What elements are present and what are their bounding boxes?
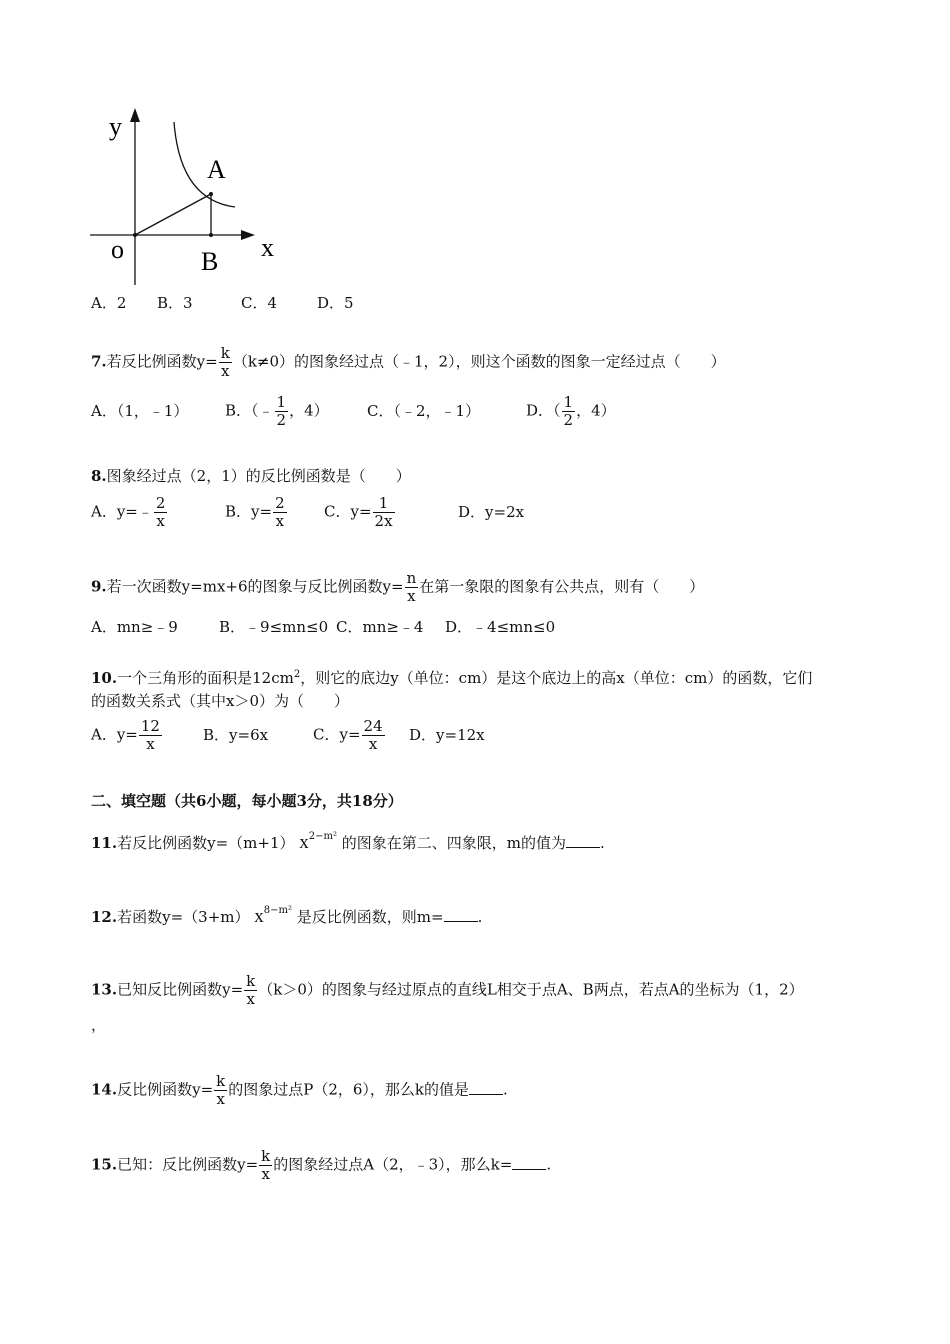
q10-stem-line1 — [91, 664, 812, 689]
q13-stem-line2: ， — [91, 1016, 107, 1034]
label-b: B — [201, 247, 219, 276]
q15-text-pre: 已知：反比例函数y= — [117, 1155, 259, 1174]
q11-base: x — [299, 832, 309, 853]
q6-option-a[interactable]: A．2 — [91, 294, 127, 312]
q7-option-b[interactable]: B．（﹣ $\frac{1}{2}$ ，4） — [225, 393, 329, 429]
q15-stem: 15.已知：反比例函数y= $\frac{k}{x}$ 的图象经过点A（2，﹣3），那么k= . — [91, 1147, 552, 1183]
point-a — [209, 192, 213, 196]
q7-option-c[interactable]: C．（﹣2，﹣1） — [367, 401, 481, 420]
q11-answer-blank[interactable] — [566, 833, 600, 848]
q6-option-d[interactable]: D．5 — [317, 294, 354, 312]
q10-option-c[interactable]: C．y= $\frac{24}{x}$ — [313, 717, 383, 753]
q13-number: 13. — [91, 980, 118, 999]
q12-text-pre: 若函数y=（3+m） — [117, 908, 250, 926]
point-o — [133, 233, 137, 237]
q10-option-b[interactable]: B．y=6x — [203, 725, 269, 744]
label-y: y — [109, 112, 122, 141]
q11-text-pre: 若反比例函数y=（m+1） — [117, 834, 295, 852]
q15-number: 15. — [91, 1155, 118, 1174]
q9-text-pre: 若一次函数y=mx+6的图象与反比例函数y= — [106, 577, 404, 596]
q10-options — [91, 718, 485, 753]
q11-exponent: 2−m² — [308, 831, 338, 842]
q15-fraction: $\frac{k}{x}$ — [261, 1147, 271, 1183]
q13-text-post: （k＞0）的图象与经过原点的直线L相交于点A、B两点，若点A的坐标为（1，2） — [258, 980, 804, 999]
q7-text-post: （k≠0）的图象经过点（﹣1，2），则这个函数的图象一定经过点（ ） — [232, 352, 726, 371]
q7-number: 7. — [91, 352, 107, 371]
q6-option-b[interactable]: B．3 — [157, 294, 193, 312]
q10-stem-line2 — [91, 690, 349, 712]
q10-text1-sup: 2 — [293, 669, 301, 680]
q9-option-b[interactable]: B．﹣9≤mn≤0 — [219, 618, 329, 636]
q9-stem — [91, 570, 704, 605]
q14-text-post: 的图象过点P（2，6），那么k的值是 — [228, 1080, 470, 1099]
q9-fraction: $\frac{n}{x}$ — [406, 569, 417, 605]
q11-number: 11. — [91, 834, 118, 852]
q12-stem: 12.若函数y=（3+m） $x^{8-m^2}$ 是反比例函数，则m= . — [91, 905, 483, 927]
label-a: A — [207, 155, 226, 184]
q7-text-pre: 若反比例函数y= — [106, 352, 218, 371]
q7-stem — [91, 345, 726, 380]
q14-number: 14. — [91, 1080, 118, 1099]
q13-text-pre: 已知反比例函数y= — [117, 980, 244, 999]
q11-text-post: 的图象在第二、四象限，m的值为 — [341, 834, 567, 852]
q9-option-a[interactable]: A．mn≥﹣9 — [91, 618, 178, 636]
q8-options — [91, 495, 524, 530]
q8-text: 图象经过点（2，1）的反比例函数是（ ） — [106, 467, 411, 485]
q14-stem: 14.反比例函数y= $\frac{k}{x}$ 的图象过点P（2，6），那么k的值是 . — [91, 1072, 508, 1108]
q8-option-b[interactable]: B．y= $\frac{2}{x}$ — [225, 494, 285, 530]
q14-fraction: $\frac{k}{x}$ — [216, 1072, 226, 1108]
q15-text-post: 的图象经过点A（2，﹣3），那么k= — [273, 1155, 513, 1174]
q15-answer-blank[interactable] — [512, 1155, 546, 1170]
coordinate-figure — [85, 100, 295, 290]
section-2-title: 二、填空题（共6小题，每小题3分，共18分） — [91, 792, 403, 810]
q9-options — [91, 616, 555, 638]
q12-number: 12. — [91, 908, 118, 926]
q8-option-d[interactable]: D．y=2x — [458, 502, 525, 521]
q7-fraction: $\frac{k}{x}$ — [220, 344, 230, 380]
q7-options — [91, 394, 616, 429]
q8-option-c[interactable]: C．y= $\frac{1}{2x}$ — [324, 494, 393, 530]
q10-option-d[interactable]: D．y=12x — [409, 725, 485, 744]
q8-number: 8. — [91, 467, 107, 485]
q9-text-post: 在第一象限的图象有公共点，则有（ ） — [419, 577, 705, 596]
q12-base: x — [254, 906, 264, 927]
q8-stem — [91, 465, 411, 487]
q6-options — [91, 292, 354, 314]
q9-number: 9. — [91, 577, 107, 596]
q8-option-a[interactable]: A．y=﹣ $\frac{2}{x}$ — [91, 494, 166, 530]
label-x: x — [261, 233, 274, 262]
q12-text-post: 是反比例函数，则m= — [296, 908, 444, 926]
q10-text2: 的函数关系式（其中x＞0）为（ ） — [91, 692, 350, 710]
q6-option-c[interactable]: C．4 — [241, 294, 278, 312]
q10-text1-post: ，则它的底边y（单位：cm）是这个底边上的高x（单位：cm）的函数，它们 — [300, 669, 813, 687]
q10-number: 10. — [91, 669, 118, 687]
q7-option-d[interactable]: D．（ $\frac{1}{2}$ ，4） — [526, 393, 616, 429]
hyperbola-curve — [174, 122, 235, 207]
q14-answer-blank[interactable] — [469, 1080, 503, 1095]
q9-option-c[interactable]: C．mn≥﹣4 — [336, 618, 424, 636]
q14-text-pre: 反比例函数y= — [117, 1080, 214, 1099]
axis-y — [130, 108, 140, 285]
label-o: o — [111, 235, 124, 264]
q12-answer-blank[interactable] — [444, 907, 478, 922]
q13-stem — [91, 973, 804, 1008]
q10-option-a[interactable]: A．y= $\frac{12}{x}$ — [91, 717, 160, 753]
segment-oa — [135, 194, 211, 235]
point-b — [209, 233, 213, 237]
q9-option-d[interactable]: D．﹣4≤mn≤0 — [445, 618, 556, 636]
q13-fraction: $\frac{k}{x}$ — [246, 972, 256, 1008]
q12-exponent: 8−m² — [263, 905, 293, 916]
q11-stem: 11.若反比例函数y=（m+1） $x^{2-m^2}$ 的图象在第二、四象限，m的值为 . — [91, 831, 605, 853]
q10-text1-pre: 一个三角形的面积是12cm — [117, 669, 294, 687]
q7-option-a[interactable]: A．（1，﹣1） — [91, 401, 189, 420]
